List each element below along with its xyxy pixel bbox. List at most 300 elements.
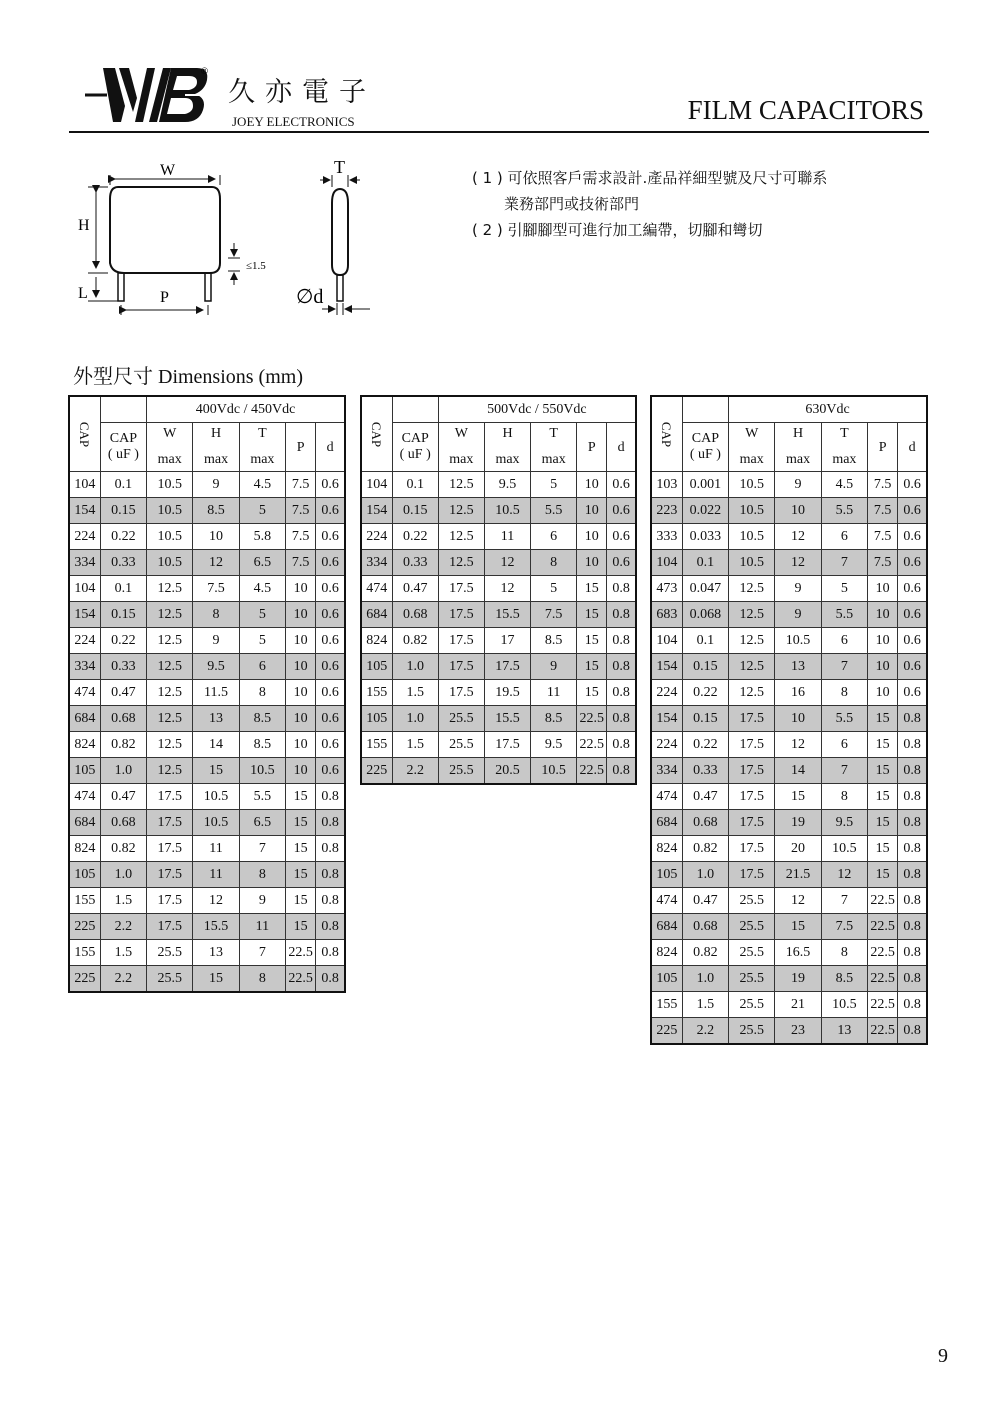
- cell-lead-diameter: 0.8: [607, 654, 636, 680]
- cell-lead-diameter: 0.8: [898, 758, 927, 784]
- cell-capacitance: 0.15: [682, 706, 728, 732]
- cell-capacitance: 0.82: [100, 836, 146, 862]
- section-title: [73, 360, 303, 389]
- cell-lead-diameter: 0.6: [316, 498, 345, 524]
- cell-cap-code: 824: [69, 836, 100, 862]
- cell-capacitance: 0.022: [682, 498, 728, 524]
- h-label: H: [502, 426, 513, 441]
- cap-code-label: CAP: [77, 421, 93, 447]
- cell-capacitance: 0.68: [100, 810, 146, 836]
- cell-thickness: 12: [821, 862, 867, 888]
- cell-height: 12: [775, 732, 821, 758]
- cell-capacitance: 2.2: [100, 966, 146, 993]
- cell-capacitance: 1.0: [100, 758, 146, 784]
- cell-height: 23: [775, 1018, 821, 1045]
- w-label: W: [745, 426, 759, 441]
- cell-lead-diameter: 0.8: [607, 576, 636, 602]
- table-row: [361, 576, 636, 602]
- cell-thickness: 7: [821, 654, 867, 680]
- cell-height: 15.5: [484, 706, 530, 732]
- cell-width: 10.5: [729, 524, 775, 550]
- cell-thickness: 7: [821, 550, 867, 576]
- cell-cap-code: 105: [361, 654, 392, 680]
- column-header-cap: [392, 423, 438, 472]
- table-row: [361, 498, 636, 524]
- cell-cap-code: 154: [69, 498, 100, 524]
- cell-thickness: 13: [821, 1018, 867, 1045]
- cell-cap-code: 155: [361, 680, 392, 706]
- column-header-cap-code: [651, 396, 682, 472]
- table-row: [69, 940, 345, 966]
- table-row: [69, 914, 345, 940]
- cell-capacitance: 0.82: [682, 940, 728, 966]
- cell-cap-code: 474: [651, 784, 682, 810]
- cell-thickness: 8: [239, 966, 285, 993]
- cell-pitch: 15: [286, 862, 316, 888]
- note-1-continued: 業務部門或技術部門: [504, 195, 640, 213]
- cell-width: 10.5: [729, 498, 775, 524]
- cell-pitch: 10: [577, 524, 607, 550]
- document-title: FILM CAPACITORS: [687, 95, 924, 125]
- cell-thickness: 6: [531, 524, 577, 550]
- cell-thickness: 8.5: [531, 628, 577, 654]
- cell-pitch: 10: [868, 628, 898, 654]
- table-row: [69, 810, 345, 836]
- cell-thickness: 5.8: [239, 524, 285, 550]
- cell-cap-code: 104: [361, 472, 392, 498]
- cell-lead-diameter: 0.6: [607, 498, 636, 524]
- cell-pitch: 15: [577, 654, 607, 680]
- cell-width: 17.5: [147, 862, 193, 888]
- cell-pitch: 10: [286, 628, 316, 654]
- cell-width: 17.5: [729, 706, 775, 732]
- cell-cap-code: 473: [651, 576, 682, 602]
- cell-capacitance: 2.2: [100, 914, 146, 940]
- cell-height: 7.5: [193, 576, 239, 602]
- cell-capacitance: 0.33: [100, 654, 146, 680]
- cell-thickness: 9.5: [821, 810, 867, 836]
- table-row: [651, 810, 927, 836]
- column-header-p: P: [868, 423, 898, 472]
- cell-pitch: 7.5: [286, 550, 316, 576]
- cell-capacitance: 0.47: [682, 784, 728, 810]
- column-header-t: [239, 423, 285, 472]
- cell-pitch: 22.5: [868, 888, 898, 914]
- cell-capacitance: 0.33: [392, 550, 438, 576]
- max-label: max: [785, 452, 811, 467]
- cell-height: 10: [775, 498, 821, 524]
- cell-capacitance: 0.1: [100, 472, 146, 498]
- cell-thickness: 5: [239, 498, 285, 524]
- cell-cap-code: 684: [69, 706, 100, 732]
- cell-pitch: 22.5: [868, 966, 898, 992]
- cell-width: 25.5: [438, 706, 484, 732]
- brand-name-chinese: 久亦電子: [228, 77, 376, 108]
- cell-height: 13: [775, 654, 821, 680]
- table-row: [69, 680, 345, 706]
- header-divider: [69, 131, 929, 133]
- cell-capacitance: 1.5: [392, 680, 438, 706]
- cell-capacitance: 0.47: [392, 576, 438, 602]
- cell-width: 10.5: [729, 472, 775, 498]
- cell-capacitance: 0.22: [100, 628, 146, 654]
- table-row: [651, 654, 927, 680]
- cell-lead-diameter: 0.6: [898, 680, 927, 706]
- cell-width: 25.5: [438, 758, 484, 785]
- table-row: [69, 524, 345, 550]
- cell-capacitance: 1.0: [682, 966, 728, 992]
- table-row: [69, 758, 345, 784]
- cell-cap-code: 155: [69, 888, 100, 914]
- cell-lead-diameter: 0.8: [898, 966, 927, 992]
- cell-cap-code: 105: [361, 706, 392, 732]
- cell-cap-code: 154: [651, 654, 682, 680]
- dimension-label-t: T: [334, 157, 345, 177]
- cell-thickness: 10.5: [821, 992, 867, 1018]
- section-title-chinese: 外型尺寸: [73, 364, 153, 388]
- cap-label: CAP: [691, 431, 719, 446]
- column-header-t: [531, 423, 577, 472]
- cell-capacitance: 2.2: [682, 1018, 728, 1045]
- cell-lead-diameter: 0.6: [316, 758, 345, 784]
- cell-pitch: 7.5: [286, 472, 316, 498]
- cell-height: 12: [775, 524, 821, 550]
- cell-capacitance: 0.15: [682, 654, 728, 680]
- cell-capacitance: 1.0: [392, 654, 438, 680]
- cell-height: 11: [193, 836, 239, 862]
- cell-height: 15: [193, 758, 239, 784]
- cell-lead-diameter: 0.6: [316, 602, 345, 628]
- cell-cap-code: 105: [69, 758, 100, 784]
- cell-height: 10: [775, 706, 821, 732]
- cell-height: 8: [193, 602, 239, 628]
- cell-thickness: 11: [531, 680, 577, 706]
- table-row: [69, 836, 345, 862]
- cell-lead-diameter: 0.6: [316, 576, 345, 602]
- cell-pitch: 10: [577, 550, 607, 576]
- cell-lead-diameter: 0.8: [316, 784, 345, 810]
- column-header-d: d: [898, 423, 927, 472]
- cap-label: CAP: [109, 431, 137, 446]
- cell-width: 12.5: [729, 628, 775, 654]
- dimension-table-630vdc: [650, 395, 928, 1045]
- cell-width: 17.5: [729, 862, 775, 888]
- cell-pitch: 10: [868, 654, 898, 680]
- cell-width: 12.5: [729, 602, 775, 628]
- cell-cap-code: 224: [69, 524, 100, 550]
- cell-cap-code: 103: [651, 472, 682, 498]
- cell-lead-diameter: 0.8: [316, 862, 345, 888]
- cell-capacitance: 1.0: [392, 706, 438, 732]
- cell-lead-diameter: 0.8: [607, 680, 636, 706]
- cell-width: 25.5: [729, 966, 775, 992]
- cell-cap-code: 474: [69, 680, 100, 706]
- cell-width: 25.5: [729, 1018, 775, 1045]
- max-label: max: [250, 452, 275, 467]
- cell-height: 10.5: [193, 810, 239, 836]
- cell-height: 13: [193, 706, 239, 732]
- cell-capacitance: 0.82: [682, 836, 728, 862]
- cell-thickness: 4.5: [821, 472, 867, 498]
- cell-cap-code: 824: [361, 628, 392, 654]
- cell-capacitance: 0.15: [100, 498, 146, 524]
- cell-pitch: 15: [868, 706, 898, 732]
- cell-capacitance: 0.033: [682, 524, 728, 550]
- h-label: H: [210, 426, 222, 441]
- cell-cap-code: 225: [69, 966, 100, 993]
- cell-height: 9: [775, 576, 821, 602]
- cell-height: 21.5: [775, 862, 821, 888]
- cell-height: 12: [193, 888, 239, 914]
- cell-height: 13: [193, 940, 239, 966]
- cell-thickness: 8: [821, 680, 867, 706]
- cell-height: 15.5: [484, 602, 530, 628]
- cell-pitch: 22.5: [577, 706, 607, 732]
- table-header-row: [651, 396, 927, 423]
- cell-width: 12.5: [729, 576, 775, 602]
- cell-pitch: 15: [286, 810, 316, 836]
- table-row: [69, 732, 345, 758]
- cell-pitch: 15: [286, 888, 316, 914]
- cell-cap-code: 474: [651, 888, 682, 914]
- table-row: [651, 888, 927, 914]
- column-header-h: [775, 423, 821, 472]
- cell-width: 17.5: [729, 758, 775, 784]
- cell-pitch: 7.5: [286, 524, 316, 550]
- cell-lead-diameter: 0.8: [898, 862, 927, 888]
- table-row: [651, 498, 927, 524]
- cell-capacitance: 0.1: [100, 576, 146, 602]
- max-label: max: [832, 452, 857, 467]
- w-label: W: [163, 426, 177, 441]
- cell-cap-code: 155: [69, 940, 100, 966]
- t-label: T: [258, 426, 267, 441]
- cell-cap-code: 224: [651, 732, 682, 758]
- cell-lead-diameter: 0.8: [898, 706, 927, 732]
- cell-width: 12.5: [147, 758, 193, 784]
- cell-width: 25.5: [438, 732, 484, 758]
- cell-height: 17.5: [484, 732, 530, 758]
- cell-thickness: 5: [531, 472, 577, 498]
- table-row: [651, 680, 927, 706]
- cell-pitch: 10: [868, 680, 898, 706]
- table-header-row: [361, 396, 636, 423]
- cell-pitch: 10: [286, 680, 316, 706]
- cell-lead-diameter: 0.6: [898, 498, 927, 524]
- cell-height: 20: [775, 836, 821, 862]
- cell-thickness: 5.5: [531, 498, 577, 524]
- cell-pitch: 22.5: [868, 914, 898, 940]
- cell-thickness: 9: [239, 888, 285, 914]
- cell-pitch: 22.5: [868, 992, 898, 1018]
- table-row: [361, 680, 636, 706]
- cell-lead-diameter: 0.8: [607, 706, 636, 732]
- cell-height: 17.5: [484, 654, 530, 680]
- max-label: max: [203, 452, 229, 467]
- cell-lead-diameter: 0.8: [898, 732, 927, 758]
- table-row: [69, 498, 345, 524]
- table-row: [651, 602, 927, 628]
- cell-height: 12: [484, 576, 530, 602]
- capacitor-dimension-diagram: [70, 155, 390, 335]
- cell-thickness: 10.5: [531, 758, 577, 785]
- column-header-h: [193, 423, 239, 472]
- cell-capacitance: 0.82: [392, 628, 438, 654]
- table-subheader-row: [361, 423, 636, 472]
- cell-width: 17.5: [438, 602, 484, 628]
- cell-pitch: 10: [286, 732, 316, 758]
- cell-capacitance: 0.47: [100, 680, 146, 706]
- cell-width: 17.5: [438, 576, 484, 602]
- cell-thickness: 4.5: [239, 576, 285, 602]
- cell-height: 9.5: [484, 472, 530, 498]
- cell-cap-code: 824: [69, 732, 100, 758]
- cell-cap-code: 334: [69, 550, 100, 576]
- cell-width: 10.5: [147, 498, 193, 524]
- cell-height: 12: [775, 888, 821, 914]
- cell-cap-code: 155: [651, 992, 682, 1018]
- cell-lead-diameter: 0.6: [607, 550, 636, 576]
- table-row: [361, 732, 636, 758]
- header-blank-cell: [100, 396, 146, 423]
- cell-thickness: 7: [821, 888, 867, 914]
- column-header-w: [729, 423, 775, 472]
- cell-width: 25.5: [729, 914, 775, 940]
- cell-capacitance: 0.047: [682, 576, 728, 602]
- cell-height: 19: [775, 810, 821, 836]
- cell-capacitance: 0.68: [682, 810, 728, 836]
- dimension-label-d: ∅d: [296, 286, 324, 308]
- cell-thickness: 5.5: [821, 498, 867, 524]
- max-label: max: [541, 452, 566, 467]
- column-header-d: d: [607, 423, 636, 472]
- cell-cap-code: 104: [69, 472, 100, 498]
- cell-lead-diameter: 0.8: [316, 966, 345, 993]
- cap-code-label: CAP: [369, 421, 385, 447]
- cell-pitch: 22.5: [868, 1018, 898, 1045]
- cell-lead-diameter: 0.8: [898, 940, 927, 966]
- cell-cap-code: 224: [361, 524, 392, 550]
- cell-capacitance: 0.1: [392, 472, 438, 498]
- cell-width: 17.5: [147, 810, 193, 836]
- cell-thickness: 8.5: [821, 966, 867, 992]
- h-label: H: [792, 426, 804, 441]
- cell-cap-code: 104: [651, 550, 682, 576]
- cap-unit-label: ( uF ): [107, 447, 139, 462]
- cell-width: 10.5: [729, 550, 775, 576]
- cell-width: 25.5: [729, 992, 775, 1018]
- cell-pitch: 15: [577, 680, 607, 706]
- table-subheader-row: [651, 423, 927, 472]
- cell-width: 12.5: [438, 498, 484, 524]
- cell-height: 10.5: [193, 784, 239, 810]
- cell-cap-code: 104: [651, 628, 682, 654]
- table-row: [69, 706, 345, 732]
- table-row: [69, 602, 345, 628]
- cell-lead-diameter: 0.6: [898, 602, 927, 628]
- cell-lead-diameter: 0.8: [607, 628, 636, 654]
- column-header-cap-code: [361, 396, 392, 472]
- cell-pitch: 10: [868, 576, 898, 602]
- cell-width: 17.5: [147, 784, 193, 810]
- cell-pitch: 7.5: [868, 472, 898, 498]
- table-row: [651, 992, 927, 1018]
- table-header-row: [69, 396, 345, 423]
- cell-pitch: 10: [286, 576, 316, 602]
- cell-cap-code: 154: [69, 602, 100, 628]
- cell-lead-diameter: 0.6: [607, 524, 636, 550]
- cell-capacitance: 2.2: [392, 758, 438, 785]
- cell-thickness: 7: [239, 940, 285, 966]
- dimension-label-w: W: [160, 162, 176, 179]
- cell-thickness: 5: [239, 628, 285, 654]
- cell-pitch: 7.5: [868, 524, 898, 550]
- cell-width: 17.5: [147, 914, 193, 940]
- cell-width: 12.5: [147, 680, 193, 706]
- cell-capacitance: 1.5: [392, 732, 438, 758]
- table-row: [361, 602, 636, 628]
- cell-pitch: 15: [868, 862, 898, 888]
- cell-thickness: 5.5: [821, 706, 867, 732]
- cell-pitch: 22.5: [868, 940, 898, 966]
- cell-pitch: 7.5: [286, 498, 316, 524]
- note-2: ( 2 ) 引腳腳型可進行加工編帶，切腳和彎切: [472, 221, 763, 239]
- cell-height: 17: [484, 628, 530, 654]
- table-row: [651, 836, 927, 862]
- column-header-d: d: [316, 423, 345, 472]
- voltage-rating-header: 630Vdc: [729, 396, 927, 423]
- max-label: max: [495, 452, 520, 467]
- cell-capacitance: 0.33: [682, 758, 728, 784]
- cell-thickness: 8: [239, 680, 285, 706]
- table-row: [651, 706, 927, 732]
- cell-height: 11: [484, 524, 530, 550]
- cell-capacitance: 1.0: [100, 862, 146, 888]
- cell-height: 9: [775, 472, 821, 498]
- t-label: T: [549, 426, 558, 441]
- column-header-cap: [100, 423, 146, 472]
- cell-width: 25.5: [147, 940, 193, 966]
- cell-width: 25.5: [147, 966, 193, 993]
- cell-width: 25.5: [729, 940, 775, 966]
- table-row: [69, 576, 345, 602]
- cell-width: 12.5: [438, 524, 484, 550]
- table-row: [361, 550, 636, 576]
- cell-pitch: 15: [868, 732, 898, 758]
- table-row: [651, 550, 927, 576]
- column-header-cap-code: [69, 396, 100, 472]
- cell-cap-code: 333: [651, 524, 682, 550]
- cell-height: 14: [193, 732, 239, 758]
- cell-height: 21: [775, 992, 821, 1018]
- column-header-t: [821, 423, 867, 472]
- cell-capacitance: 0.82: [100, 732, 146, 758]
- cell-width: 17.5: [147, 836, 193, 862]
- cell-width: 17.5: [147, 888, 193, 914]
- cell-cap-code: 824: [651, 940, 682, 966]
- cap-label: CAP: [401, 431, 429, 446]
- cell-cap-code: 474: [361, 576, 392, 602]
- cell-cap-code: 684: [69, 810, 100, 836]
- column-header-p: P: [286, 423, 316, 472]
- tolerance-label: ≤1.5: [246, 260, 266, 272]
- cell-height: 19.5: [484, 680, 530, 706]
- cell-width: 12.5: [147, 576, 193, 602]
- cell-capacitance: 0.47: [100, 784, 146, 810]
- cell-thickness: 5.5: [239, 784, 285, 810]
- cell-thickness: 7.5: [531, 602, 577, 628]
- cell-lead-diameter: 0.8: [898, 1018, 927, 1045]
